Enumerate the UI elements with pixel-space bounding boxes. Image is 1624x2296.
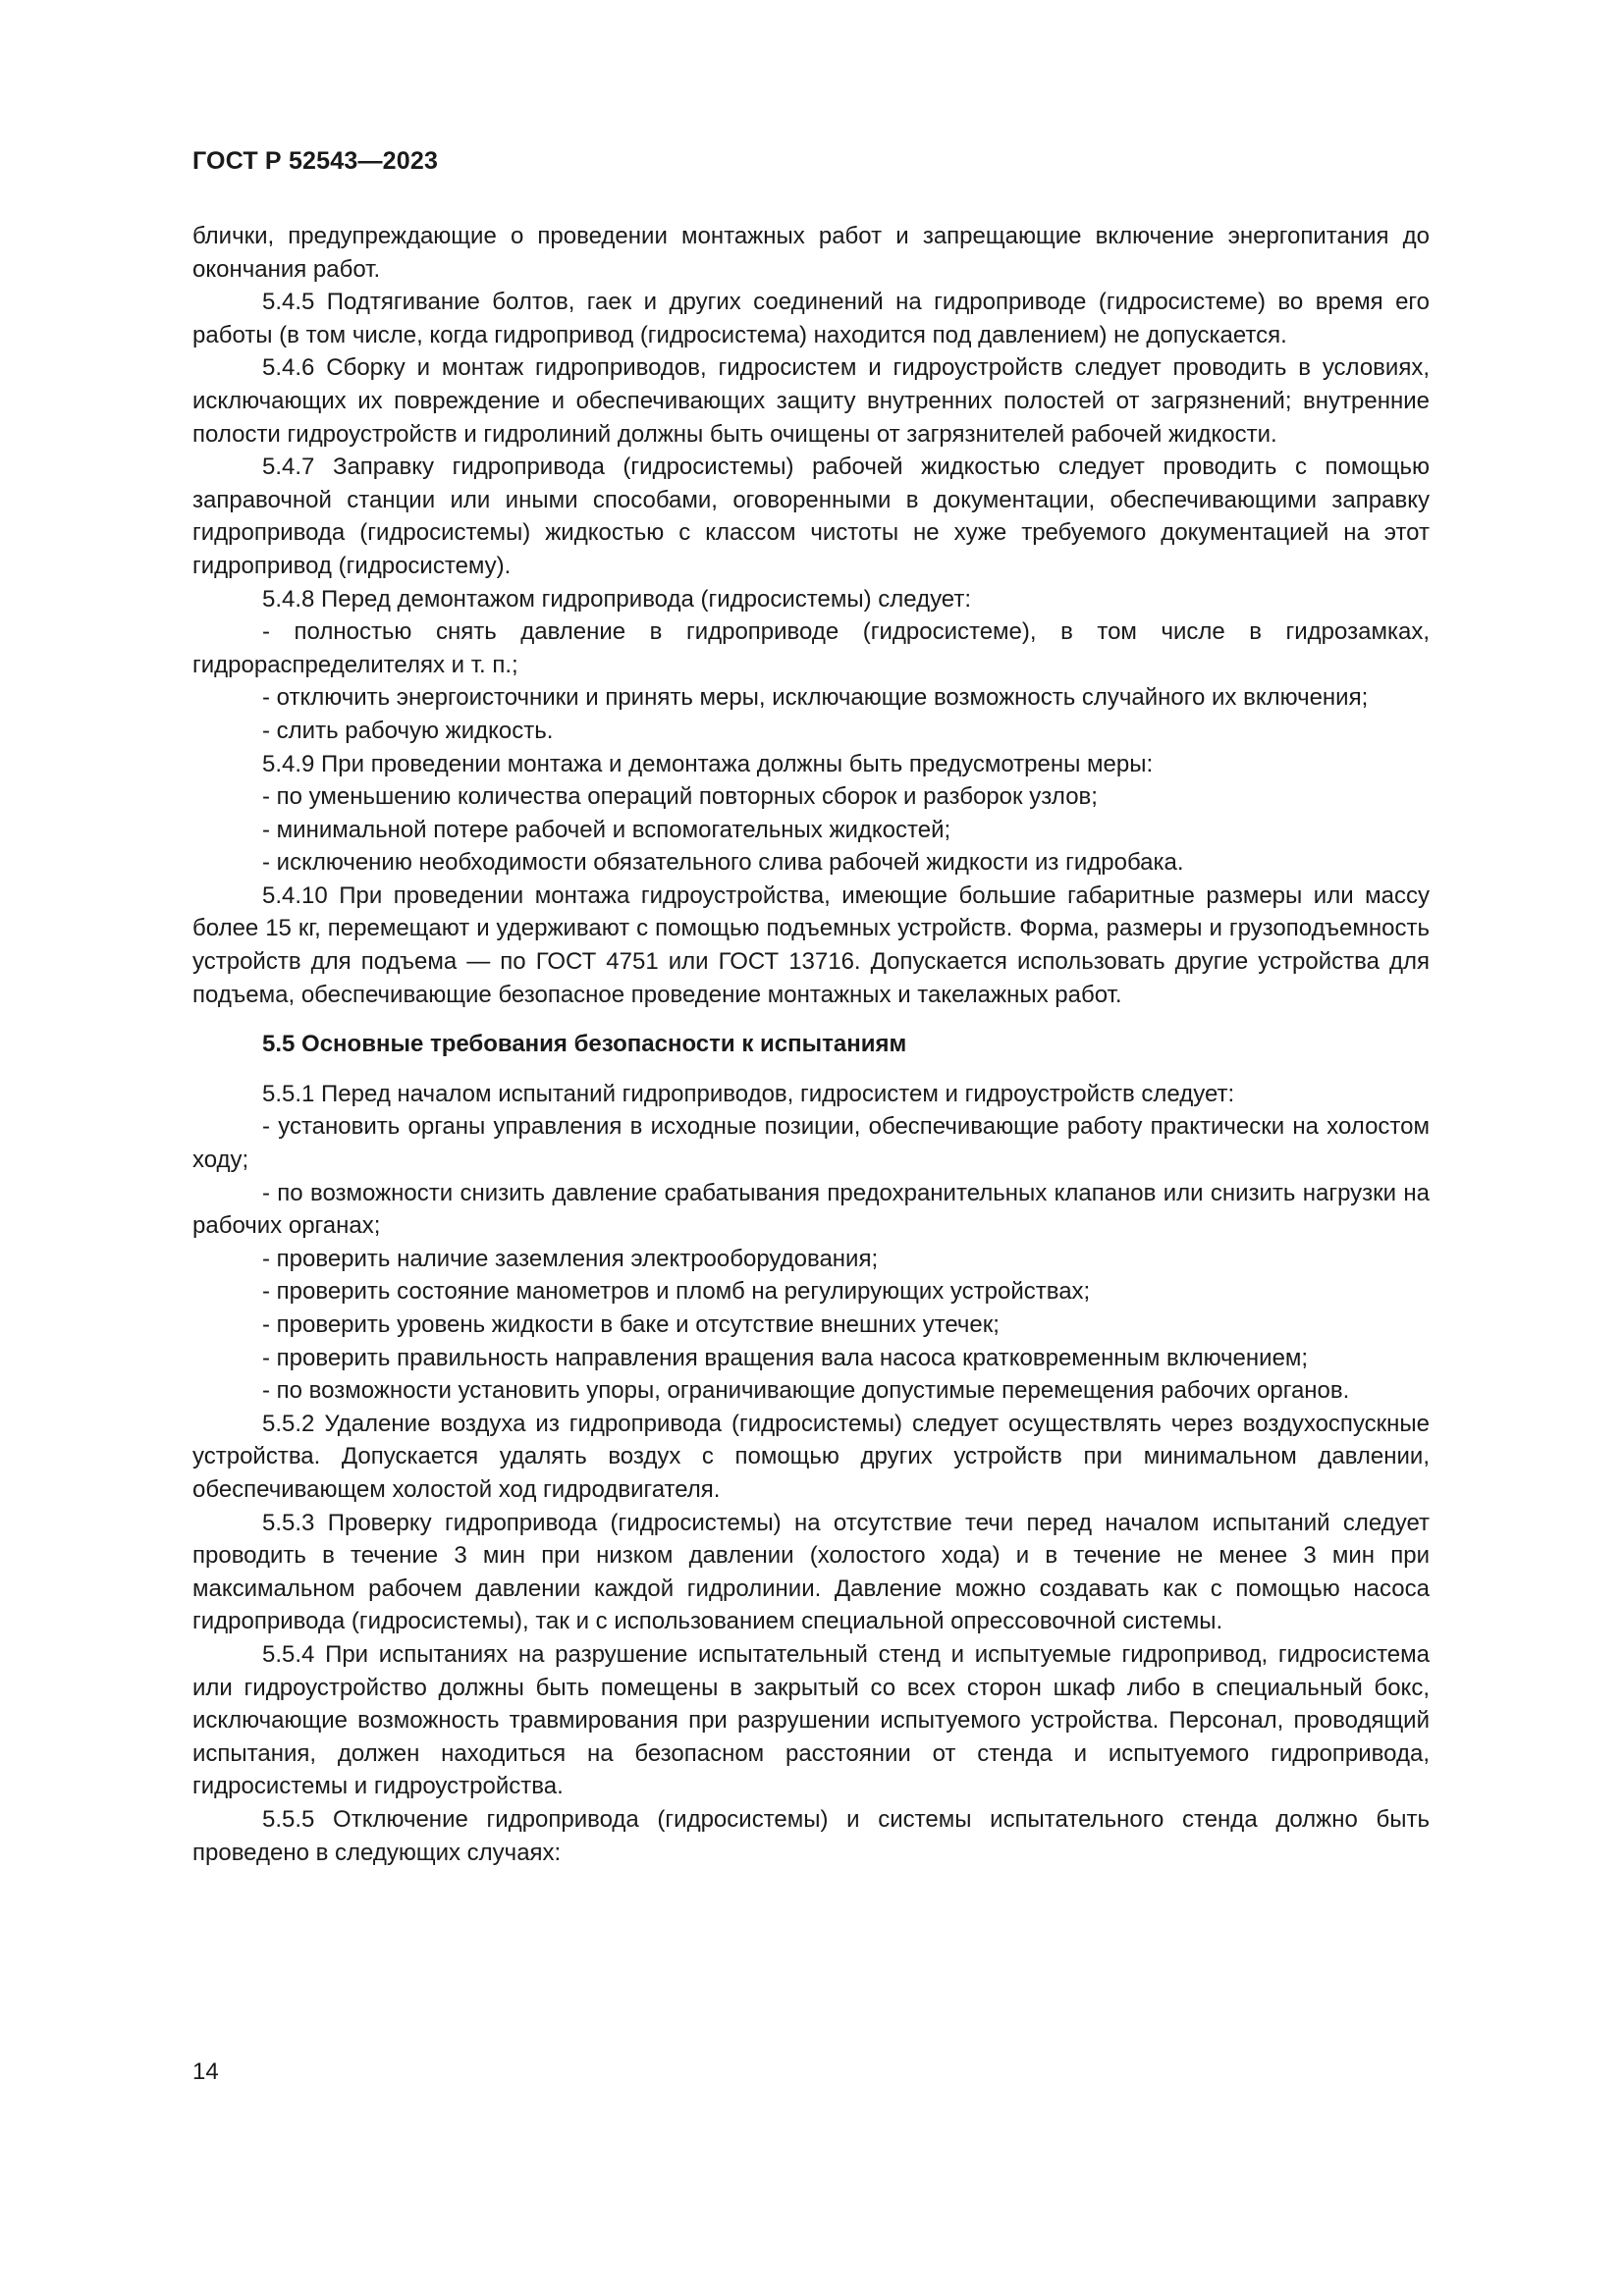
section-heading: 5.5 Основные требования безопасности к испытаниям — [262, 1031, 907, 1058]
document-header: ГОСТ Р 52543—2023 — [192, 147, 439, 175]
list-item: - полностью снять давление в гидроприводе (гидросистеме), в том числе в гидрозамках, гидрораспределителях и т. п.; — [192, 618, 1430, 678]
paragraph: 5.5.5 Отключение гидропривода (гидросистемы) и системы испытательного стенда должно быть проведено в следующих случаях: — [192, 1805, 1430, 1866]
list-item: - по возможности установить упоры, ограничивающие допустимые перемещения рабочих органов. — [262, 1377, 1350, 1405]
paragraph: 5.4.5 Подтягивание болтов, гаек и других соединений на гидроприводе (гидросистеме) во время его работы (в том числе, когда гидропривод (гидросистема) находится под давлением) не допускается. — [192, 289, 1430, 348]
list-item: - по уменьшению количества операций повторных сборок и разборок узлов; — [262, 783, 1098, 811]
paragraph: 5.4.9 При проведении монтажа и демонтажа должны быть предусмотрены меры: — [262, 750, 1154, 777]
document-body — [192, 220, 1430, 1869]
list-item: - отключить энергоисточники и принять меры, исключающие возможность случайного их включения; — [262, 684, 1369, 712]
paragraph: 5.4.7 Заправку гидропривода (гидросистемы) рабочей жидкостью следует проводить с помощью заправочной станции или иными способами, оговоренными в документации, обеспечивающими заправку гидропривода (гидросистемы) жидкостью с классом чистоты не хуже требуемого документацией на этот гидропривод (гидросистему). — [192, 454, 1430, 579]
list-item: - по возможности снизить давление срабатывания предохранительных клапанов или снизить нагрузки на рабочих органах; — [192, 1179, 1430, 1240]
paragraph: 5.4.8 Перед демонтажом гидропривода (гидросистемы) следует: — [262, 585, 972, 613]
section-5-4-continuation — [192, 220, 1430, 1011]
page-number: 14 — [192, 2058, 219, 2085]
paragraph: блички, предупреждающие о проведении монтажных работ и запрещающие включение энергопитания до окончания работ. — [192, 223, 1430, 283]
list-item: - проверить наличие заземления электрооборудования; — [262, 1245, 879, 1272]
section-5-5 — [192, 1078, 1430, 1869]
list-item: - слить рабочую жидкость. — [262, 717, 554, 744]
list-item: - проверить правильность направления вращения вала насоса кратковременным включением; — [262, 1344, 1309, 1371]
list-item: - исключению необходимости обязательного слива рабочей жидкости из гидробака. — [262, 849, 1184, 877]
paragraph: 5.5.4 При испытаниях на разрушение испытательный стенд и испытуемые гидропривод, гидросистема или гидроустройство должны быть помещены в закрытый со всех сторон шкаф либо в специальный бокс, исключающие возможность травмирования при разрушении испытуемого устройства. Персонал, проводящий испытания, должен находиться на безопасном расстоянии от стенда и испытуемого гидропривода, гидросистемы и гидроустройства. — [192, 1640, 1430, 1800]
paragraph: 5.5.1 Перед началом испытаний гидроприводов, гидросистем и гидроустройств следует: — [262, 1080, 1235, 1107]
paragraph: 5.4.6 Сборку и монтаж гидроприводов, гидросистем и гидроустройств следует проводить в условиях, исключающих их повреждение и обеспечивающих защиту внутренних полостей от загрязнений; внутренние полости гидроустройств и гидролиний должны быть очищены от загрязнителей рабочей жидкости. — [192, 354, 1430, 448]
list-item: - установить органы управления в исходные позиции, обеспечивающие работу практически на холостом ходу; — [192, 1113, 1430, 1174]
list-item: - проверить состояние манометров и пломб на регулирующих устройствах; — [262, 1278, 1091, 1306]
paragraph: 5.4.10 При проведении монтажа гидроустройства, имеющие большие габаритные размеры или массу более 15 кг, перемещают и удерживают с помощью подъемных устройств. Форма, размеры и грузоподъемность устройств для подъема — по ГОСТ 4751 или ГОСТ 13716. Допускается использовать другие устройства для подъема, обеспечивающие безопасное проведение монтажных и такелажных работ. — [192, 881, 1430, 1008]
paragraph: 5.5.2 Удаление воздуха из гидропривода (гидросистемы) следует осуществлять через воздухоспускные устройства. Допускается удалять воздух с помощью других устройств при минимальном давлении, обеспечивающем холостой ход гидродвигателя. — [192, 1410, 1430, 1503]
list-item: - проверить уровень жидкости в баке и отсутствие внешних утечек; — [262, 1311, 1000, 1338]
paragraph: 5.5.3 Проверку гидропривода (гидросистемы) на отсутствие течи перед началом испытаний следует проводить в течение 3 мин при низком давлении (холостого хода) и в течение не менее 3 мин при максимальном рабочем давлении каждой гидролинии. Давление можно создавать как с помощью насоса гидропривода (гидросистемы), так и с использованием специальной опрессовочной системы. — [192, 1509, 1430, 1635]
list-item: - минимальной потере рабочей и вспомогательных жидкостей; — [262, 816, 951, 843]
